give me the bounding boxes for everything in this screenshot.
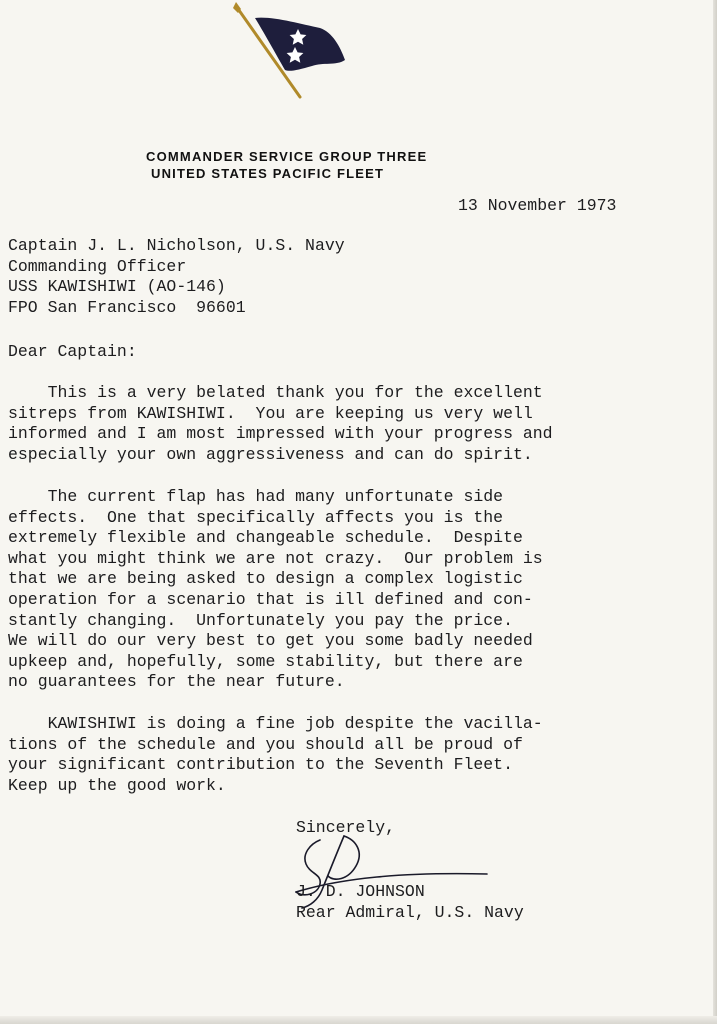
paragraph-line: Keep up the good work. xyxy=(8,775,226,795)
recipient-line: Captain J. L. Nicholson, U.S. Navy xyxy=(8,236,345,255)
signer-title: Rear Admiral, U.S. Navy xyxy=(296,902,524,922)
body-paragraph xyxy=(8,383,553,465)
two-star-flag-icon xyxy=(228,0,350,100)
letter-date: 13 November 1973 xyxy=(458,196,617,215)
signature-block xyxy=(296,882,524,923)
paragraph-line: This is a very belated thank you for the excellent xyxy=(8,383,543,402)
paragraph-line: KAWISHIWI is doing a fine job despite the vacilla- xyxy=(8,714,543,733)
letterhead xyxy=(146,148,427,182)
paragraph-line: tions of the schedule and you should all be proud of xyxy=(8,734,523,754)
paragraph-line: sitreps from KAWISHIWI. You are keeping us very well xyxy=(8,403,533,423)
paragraph-line: informed and I am most impressed with your progress and xyxy=(8,424,553,444)
paragraph-line: extremely flexible and changeable schedule. Despite xyxy=(8,528,523,548)
paragraph-line: upkeep and, hopefully, some stability, but there are xyxy=(8,651,523,671)
recipient-line: USS KAWISHIWI (AO-146) xyxy=(8,277,226,297)
paragraph-line: that we are being asked to design a complex logistic xyxy=(8,569,523,589)
recipient-line: Commanding Officer xyxy=(8,256,187,276)
salutation: Dear Captain: xyxy=(8,342,137,361)
paragraph-line: what you might think we are not crazy. Our problem is xyxy=(8,548,543,568)
paragraph-line: The current flap has had many unfortunate side xyxy=(8,487,504,506)
letterhead-command: COMMANDER SERVICE GROUP THREE xyxy=(146,149,428,164)
recipient-address xyxy=(8,236,345,318)
paragraph-line: stantly changing. Unfortunately you pay the price. xyxy=(8,610,513,630)
paragraph-line: your significant contribution to the Seventh Fleet. xyxy=(8,755,513,775)
closing: Sincerely, xyxy=(296,818,396,837)
paragraph-line: We will do our very best to get you some badly needed xyxy=(8,631,533,651)
paragraph-line: no guarantees for the near future. xyxy=(8,672,345,692)
paragraph-line: especially your own aggressiveness and can do spirit. xyxy=(8,444,533,464)
page-bottom-edge xyxy=(0,1016,717,1024)
body-paragraph xyxy=(8,714,543,796)
letterhead-fleet: UNITED STATES PACIFIC FLEET xyxy=(151,166,385,181)
signer-name: J. D. JOHNSON xyxy=(296,882,425,901)
paragraph-line: operation for a scenario that is ill defined and con- xyxy=(8,589,533,609)
recipient-line: FPO San Francisco 96601 xyxy=(8,297,246,317)
page-edge xyxy=(713,0,717,1024)
paragraph-line: effects. One that specifically affects you is the xyxy=(8,507,504,527)
body-paragraph xyxy=(8,487,543,693)
